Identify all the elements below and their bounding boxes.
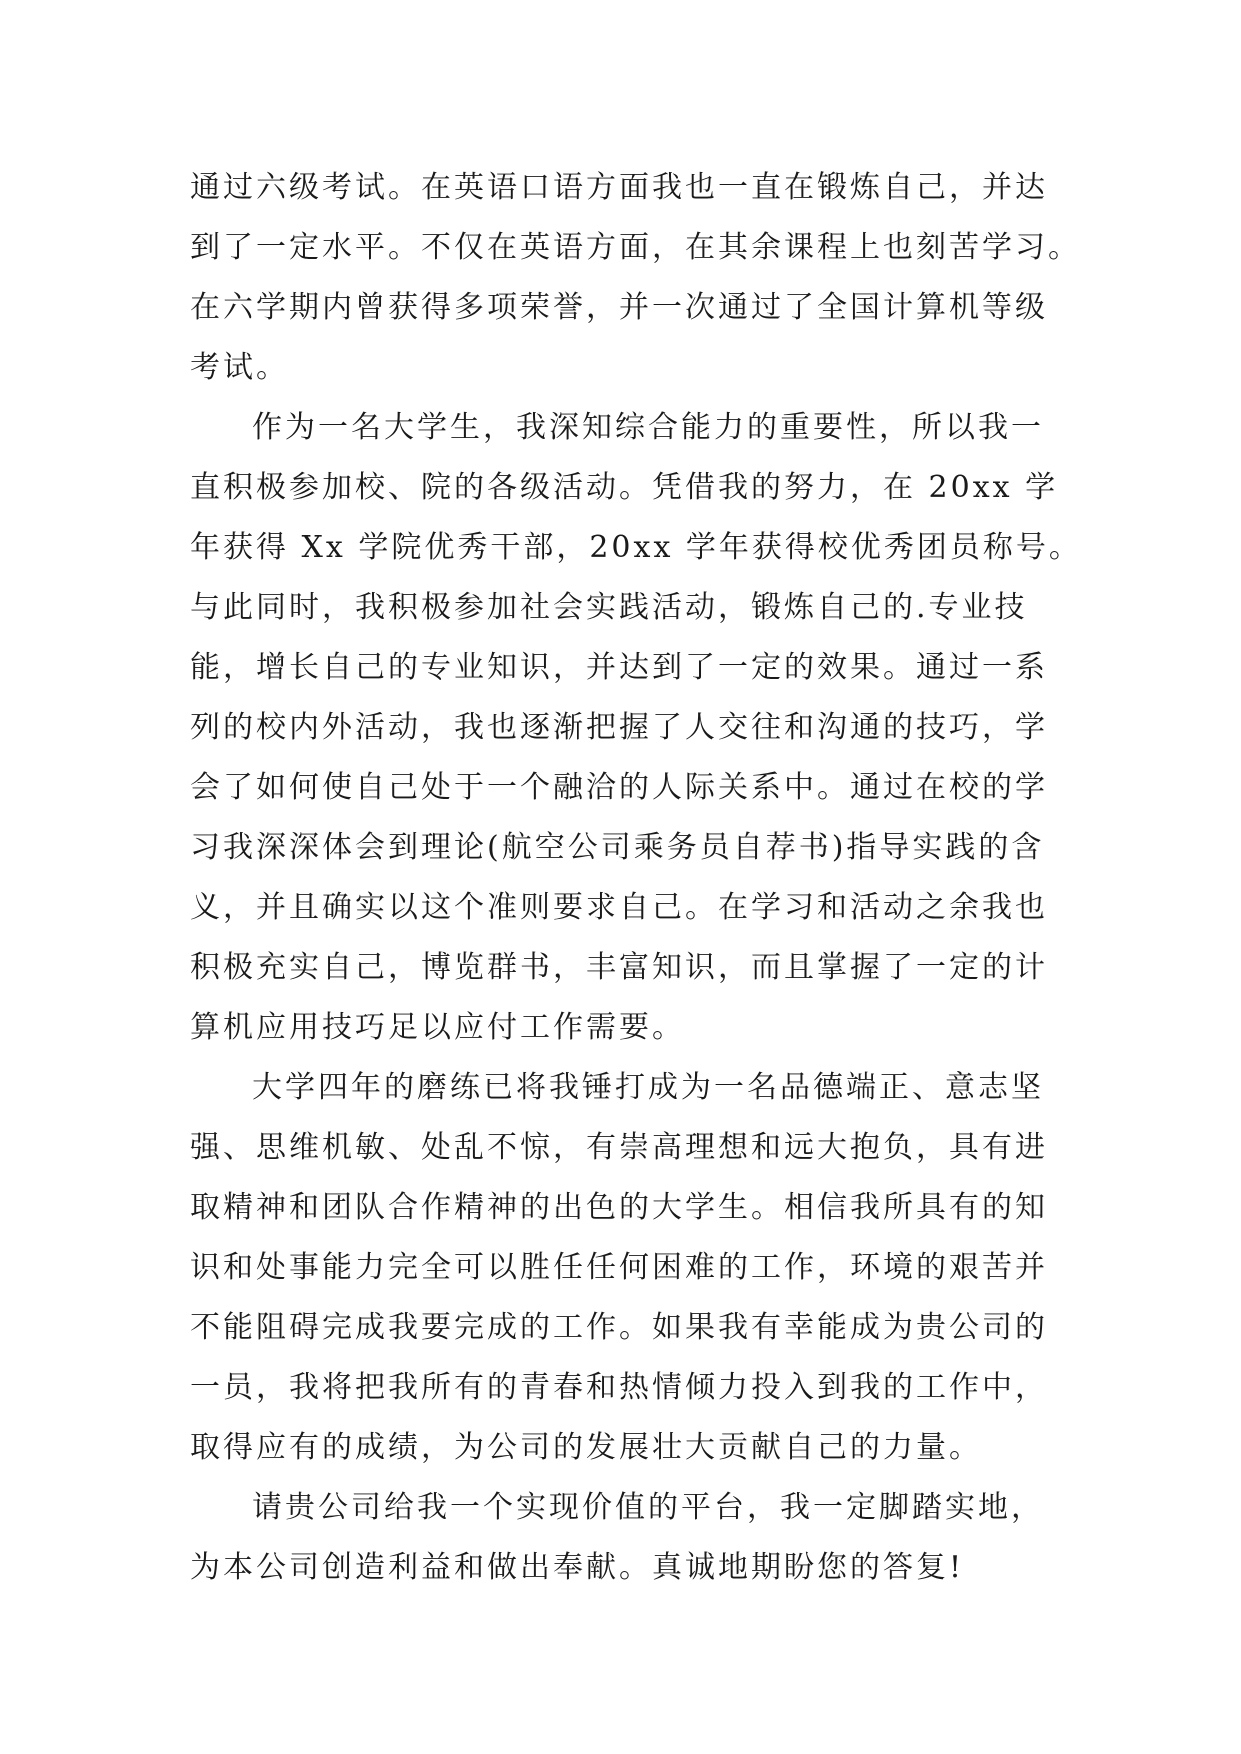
text-line: 会了如何使自己处于一个融洽的人际关系中。通过在校的学 bbox=[190, 770, 1048, 805]
text-line: 请贵公司给我一个实现价值的平台，我一定脚踏实地， bbox=[252, 1490, 1044, 1525]
text-line: 算机应用技巧足以应付工作需要。 bbox=[190, 1010, 685, 1045]
text-line: 为本公司创造利益和做出奉献。真诚地期盼您的答复! bbox=[190, 1550, 965, 1585]
paragraph-1 bbox=[190, 158, 1081, 398]
text-line: 在六学期内曾获得多项荣誉，并一次通过了全国计算机等级 bbox=[190, 290, 1048, 325]
text-line: 积极充实自己，博览群书，丰富知识，而且掌握了一定的计 bbox=[190, 950, 1048, 985]
text-line: 取精神和团队合作精神的出色的大学生。相信我所具有的知 bbox=[190, 1190, 1048, 1225]
text-line: 大学四年的磨练已将我锤打成为一名品德端正、意志坚 bbox=[252, 1070, 1044, 1105]
text-line: 取得应有的成绩，为公司的发展壮大贡献自己的力量。 bbox=[190, 1430, 982, 1465]
text-line: 列的校内外活动，我也逐渐把握了人交往和沟通的技巧，学 bbox=[190, 710, 1048, 745]
text-line: 习我深深体会到理论(航空公司乘务员自荐书)指导实践的含 bbox=[190, 830, 1045, 865]
document-body bbox=[190, 158, 1082, 1598]
text-line: 通过六级考试。在英语口语方面我也一直在锻炼自己，并达 bbox=[190, 170, 1048, 205]
text-line: 考试。 bbox=[190, 350, 289, 385]
paragraph-3 bbox=[190, 1058, 1060, 1478]
text-line: 作为一名大学生，我深知综合能力的重要性，所以我一 bbox=[252, 410, 1044, 445]
text-line: 强、思维机敏、处乱不惊，有崇高理想和远大抱负，具有进 bbox=[190, 1130, 1048, 1165]
paragraph-2 bbox=[190, 398, 1082, 1058]
text-line: 一员，我将把我所有的青春和热情倾力投入到我的工作中， bbox=[190, 1370, 1048, 1405]
text-line: 直积极参加校、院的各级活动。凭借我的努力，在 20xx 学 bbox=[190, 470, 1059, 505]
text-line: 能，增长自己的专业知识，并达到了一定的效果。通过一系 bbox=[190, 650, 1048, 685]
text-line: 识和处事能力完全可以胜任任何困难的工作，环境的艰苦并 bbox=[190, 1250, 1048, 1285]
text-line: 义，并且确实以这个准则要求自己。在学习和活动之余我也 bbox=[190, 890, 1048, 925]
text-line: 到了一定水平。不仅在英语方面，在其余课程上也刻苦学习。 bbox=[190, 230, 1081, 265]
paragraph-4 bbox=[190, 1478, 1060, 1598]
text-line: 不能阻碍完成我要完成的工作。如果我有幸能成为贵公司的 bbox=[190, 1310, 1048, 1345]
text-line: 年获得 Xx 学院优秀干部，20xx 学年获得校优秀团员称号。 bbox=[190, 530, 1082, 565]
text-line: 与此同时，我积极参加社会实践活动，锻炼自己的.专业技 bbox=[190, 590, 1028, 625]
